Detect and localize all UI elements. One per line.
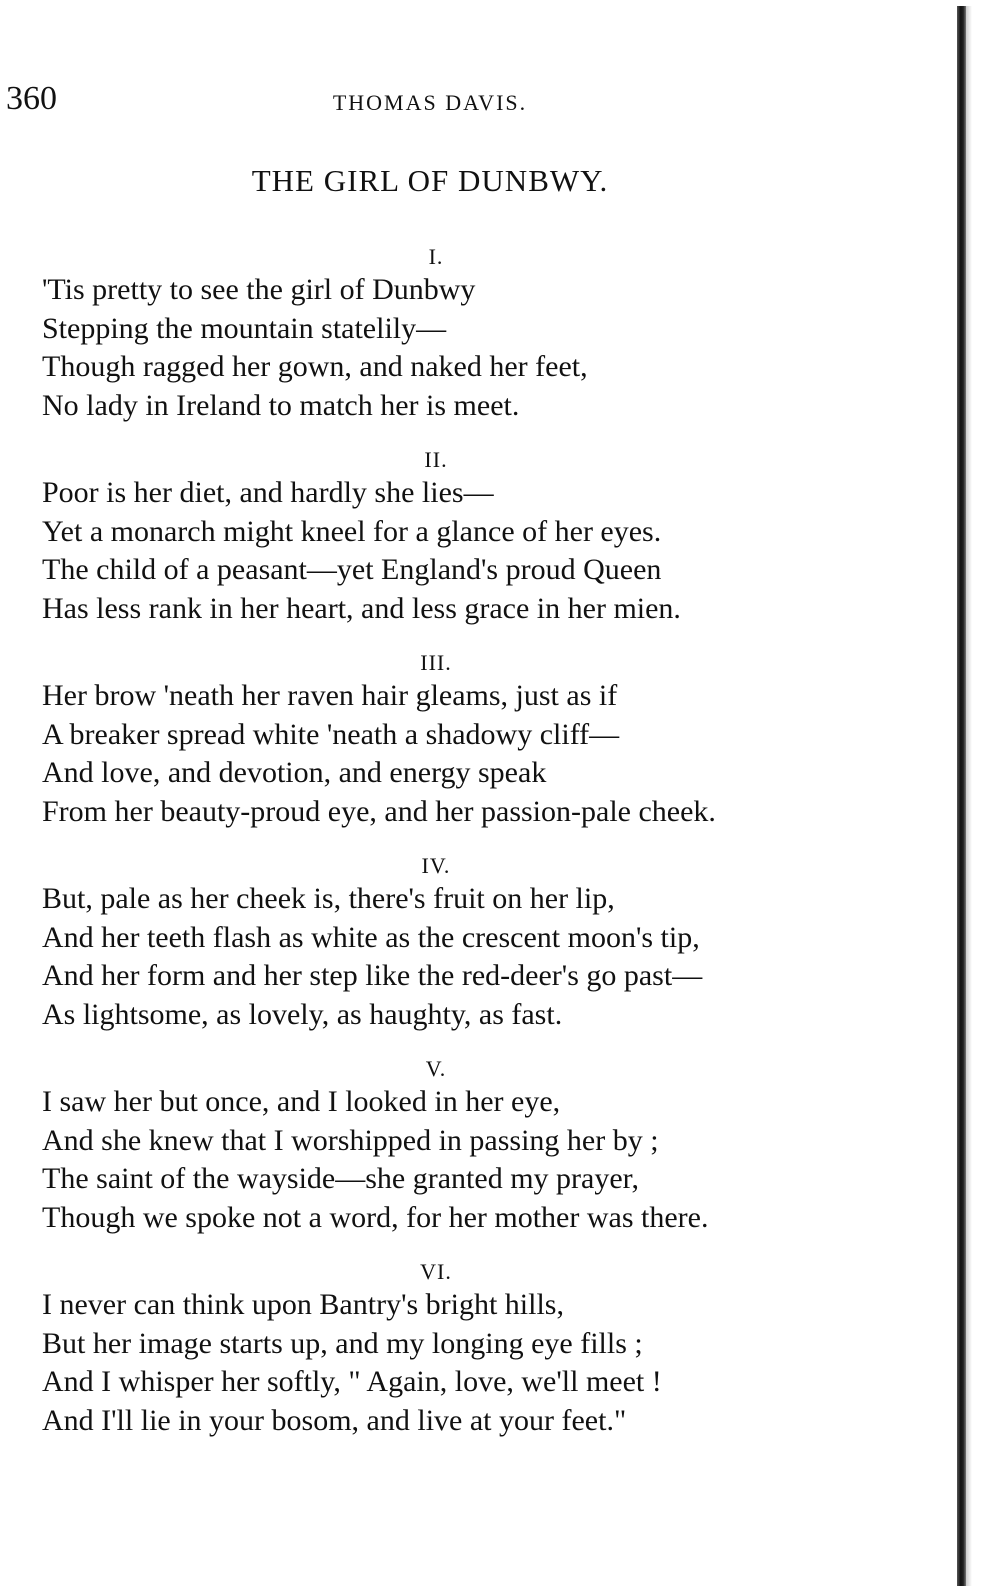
poem-line: And she knew that I worshipped in passing her by ; (42, 1123, 659, 1157)
stanza-4 (42, 852, 872, 1034)
poem-line: Has less rank in her heart, and less grace in her mien. (42, 591, 681, 625)
poem-line: I saw her but once, and I looked in her eye, (42, 1085, 561, 1118)
running-head: THOMAS DAVIS. (332, 90, 528, 115)
stanza-3 (42, 649, 872, 831)
stanza-numeral: II. (424, 447, 448, 472)
poem-line: Though we spoke not a word, for her mother was there. (42, 1200, 709, 1234)
stanza-numeral: VI. (420, 1259, 452, 1284)
poem-line: Poor is her diet, and hardly she lies— (42, 476, 494, 509)
stanza-6 (42, 1258, 872, 1440)
page-edge-fade (966, 6, 972, 1586)
stanza-5 (42, 1055, 872, 1237)
poem-line: No lady in Ireland to match her is meet. (42, 388, 520, 422)
poem-line: Yet a monarch might kneel for a glance of her eyes. (42, 514, 662, 548)
stanza-2 (42, 446, 872, 628)
poem-line: A breaker spread white 'neath a shadowy cliff— (42, 717, 620, 751)
poem-line: The child of a peasant—yet England's proud Queen (42, 553, 662, 586)
poem-line: And her form and her step like the red-deer's go past— (42, 959, 703, 992)
poem-line: But, pale as her cheek is, there's fruit on her lip, (42, 882, 615, 915)
stanza-1 (42, 243, 872, 425)
poem-line: And I whisper her softly, " Again, love, we'll meet ! (42, 1365, 662, 1398)
poem-line: Her brow 'neath her raven hair gleams, just as if (42, 679, 618, 712)
poem-line: As lightsome, as lovely, as haughty, as fast. (42, 997, 563, 1031)
poem-body (42, 243, 872, 1461)
poem-line: Stepping the mountain statelily— (42, 311, 447, 345)
page-number: 360 (6, 80, 57, 117)
poem-line: 'Tis pretty to see the girl of Dunbwy (42, 273, 476, 306)
stanza-numeral: V. (425, 1056, 447, 1081)
poem-line: And her teeth flash as white as the crescent moon's tip, (42, 920, 700, 954)
poem-line: I never can think upon Bantry's bright hills, (42, 1288, 564, 1321)
poem-line: And I'll lie in your bosom, and live at your feet." (42, 1403, 627, 1437)
poem-line: But her image starts up, and my longing eye fills ; (42, 1326, 643, 1360)
poem-line: Though ragged her gown, and naked her feet, (42, 350, 588, 383)
stanza-numeral: IV. (421, 853, 451, 878)
stanza-numeral: I. (428, 244, 444, 269)
poem-line: The saint of the wayside—she granted my prayer, (42, 1162, 639, 1195)
poem-line: From her beauty-proud eye, and her passion-pale cheek. (42, 794, 716, 828)
stanza-numeral: III. (420, 650, 452, 675)
binding-edge-shadow (957, 6, 966, 1586)
poem-title: THE GIRL OF DUNBWY. (251, 163, 609, 198)
poem-line: And love, and devotion, and energy speak (42, 756, 547, 789)
